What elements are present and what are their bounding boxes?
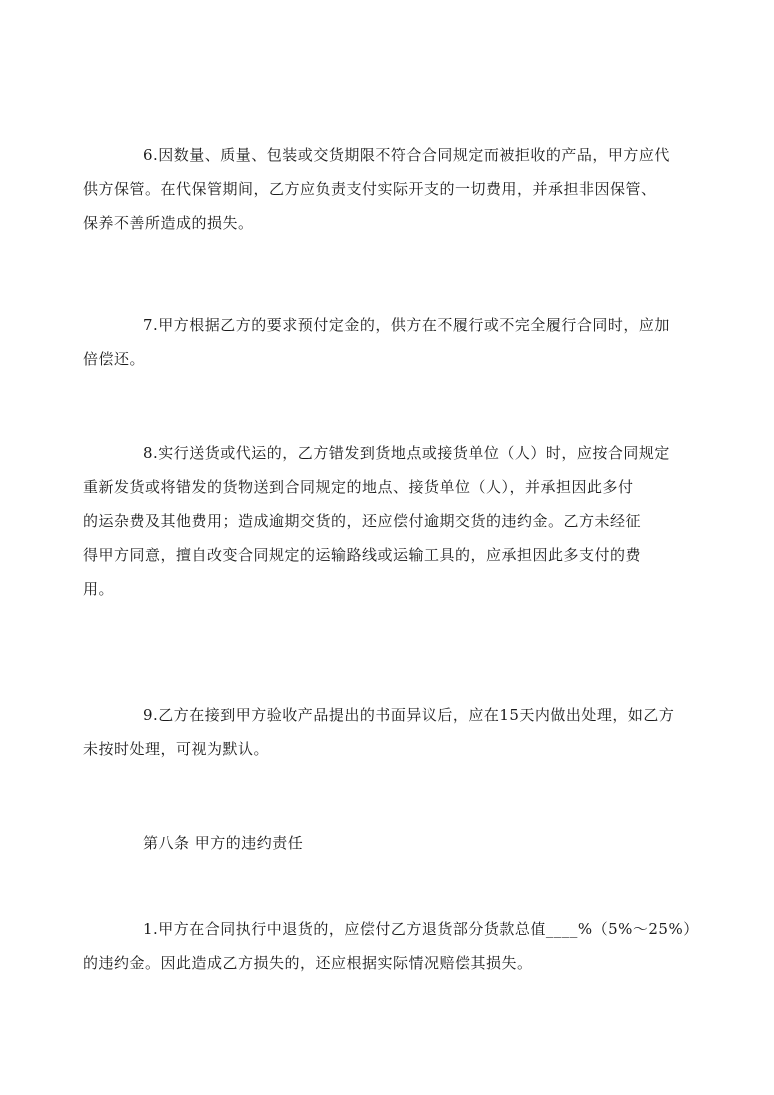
article-8-clause-1-line-1: 1.甲方在合同执行中退货的，应偿付乙方退货部分货款总值____%（5%～25%） bbox=[143, 920, 699, 938]
clause-8-line-3: 的运杂费及其他费用；造成逾期交货的，还应偿付逾期交货的违约金。乙方未经征 bbox=[83, 512, 642, 530]
clause-7-line-1: 7.甲方根据乙方的要求预付定金的，供方在不履行或不完全履行合同时，应加 bbox=[143, 316, 670, 334]
article-8-heading bbox=[113, 826, 673, 860]
clause-8-line-4: 得甲方同意，擅自改变合同规定的运输路线或运输工具的，应承担因此多支付的费 bbox=[83, 546, 642, 564]
clause-6-line-3: 保养不善所造成的损失。 bbox=[83, 214, 254, 232]
clause-8-line-1: 8.实行送货或代运的，乙方错发到货地点或接货单位（人）时，应按合同规定 bbox=[143, 444, 670, 462]
clause-6-line-1: 6.因数量、质量、包装或交货期限不符合合同规定而被拒收的产品，甲方应代 bbox=[143, 146, 670, 164]
article-8-clause-1-paragraph bbox=[83, 912, 699, 980]
clause-8-line-5: 用。 bbox=[83, 580, 115, 598]
clause-9-line-2: 未按时处理，可视为默认。 bbox=[83, 740, 270, 758]
clause-8-line-2: 重新发货或将错发的货物送到合同规定的地点、接货单位（人），并承担因此多付 bbox=[83, 478, 634, 496]
clause-7-paragraph bbox=[83, 308, 673, 376]
clause-7-line-2: 倍偿还。 bbox=[83, 350, 146, 368]
clause-9-line-1: 9.乙方在接到甲方验收产品提出的书面异议后，应在15天内做出处理，如乙方 bbox=[143, 706, 675, 724]
clause-8-paragraph bbox=[83, 436, 673, 606]
clause-9-paragraph bbox=[83, 698, 675, 766]
clause-6-paragraph bbox=[83, 138, 673, 240]
article-8-heading-text: 第八条 甲方的违约责任 bbox=[143, 834, 304, 852]
article-8-clause-1-line-2: 的违约金。因此造成乙方损失的，还应根据实际情况赔偿其损失。 bbox=[83, 954, 533, 972]
clause-6-line-2: 供方保管。在代保管期间，乙方应负责支付实际开支的一切费用，并承担非因保管、 bbox=[83, 180, 657, 198]
